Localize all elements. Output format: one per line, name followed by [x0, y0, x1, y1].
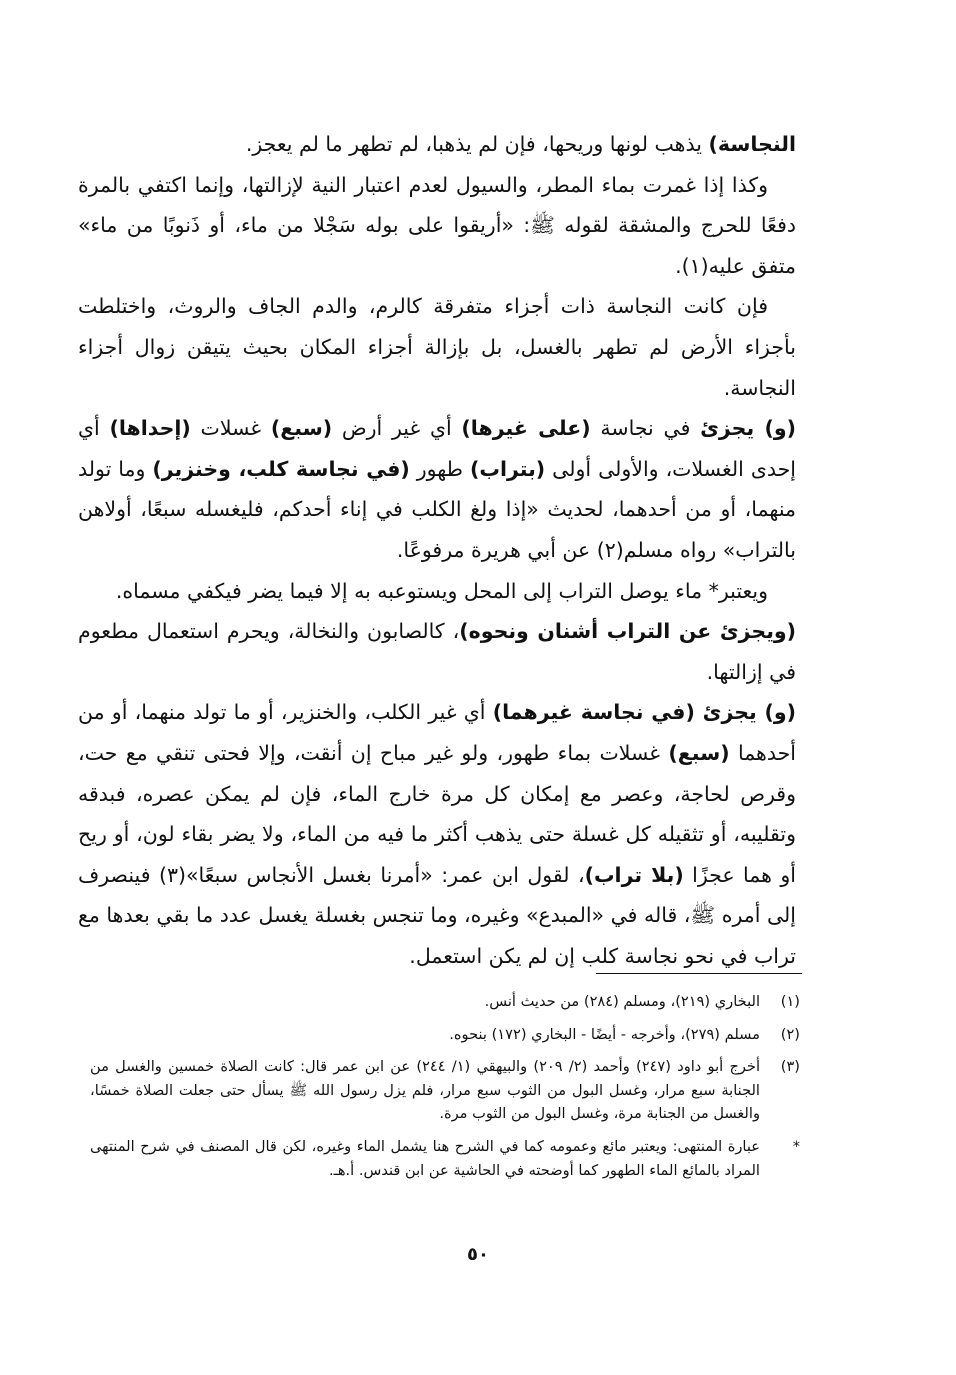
- bold-term: (سبع): [270, 416, 333, 441]
- footnote-text: أخرج أبو داود (٢٤٧) وأحمد (٢/ ٢٠٩) والبيهقي (١/ ٢٤٤) عن ابن عمر قال: كانت الصلاة خمسين والغسل من الجنابة سبع مرار، وغسل البول من الثوب سبع مرار، فلم يزل رسول الله ﷺ يسأل حتى جعلت الصلاة خمسًا، والغسل من الجنابة مرة، وغسل البول من الثوب مرة.: [90, 1058, 761, 1123]
- text-run: أي إحدى الغسلات، والأولى أولى: [78, 416, 796, 481]
- bold-term: (بتراب): [469, 456, 546, 481]
- main-text: [78, 124, 796, 976]
- footnote: [90, 1135, 800, 1182]
- footnote: [90, 1023, 800, 1047]
- text-run: غسلات: [190, 416, 271, 441]
- text-run: وكذا إذا غمرت بماء المطر، والسيول لعدم اعتبار النية لإزالتها، وإنما اكتفي بالمرة دفعًا للحرج والمشقة لقوله ﷺ: «أريقوا على بوله سَجْلا من ماء، أو ذَنوبًا من ماء» متفق عليه(١).: [78, 172, 796, 278]
- footnote-divider: [596, 973, 802, 974]
- text-run: أي غير الكلب، والخنزير، أو ما تولد منهما، أو من أحدهما: [78, 700, 796, 765]
- footnote-text: عبارة المنتهى: ويعتبر مائع وعمومه كما في الشرح هنا يشمل الماء وغيره، لكن قال المصنف في شرح المنتهى المراد بالمائع الماء الطهور كما أوضحته في الحاشية عن ابن قندس. أ.هـ.: [90, 1137, 760, 1179]
- page-number: ٥٠: [467, 1244, 489, 1265]
- paragraph-4: [78, 408, 796, 570]
- bold-term: (إحداها): [109, 416, 191, 441]
- text-run: ، لقول ابن عمر: «أمرنا بغسل الأنجاس سبعًا»(٣) فينصرف إلى أمره ﷺ، قاله في «المبدع» وغيره، وما تنجس بغسلة يغسل عدد ما بقي بعدها مع تراب في نحو نجاسة كلب إن لم يكن استعمل.: [78, 862, 796, 968]
- paragraph-6: [78, 611, 796, 692]
- paragraph-1: [78, 124, 796, 165]
- bold-term: النجاسة): [708, 132, 796, 156]
- bold-term: (و) يجزئ: [700, 416, 796, 441]
- bold-term: (في نجاسة كلب، وخنزير): [152, 456, 410, 481]
- text-run: يذهب لونها وريحها، فإن لم يذهبا، لم تطهر ما لم يعجز.: [245, 132, 709, 156]
- paragraph-5: [78, 571, 796, 612]
- footnote-number: (٢): [780, 1025, 800, 1043]
- text-run: وما تولد منهما، أو من أحدهما، لحديث «إذا ولغ الكلب في إناء أحدكم، فليغسله سبعًا، أولاهن بالتراب» رواه مسلم(٢) عن أبي هريرة مرفوعًا.: [78, 456, 796, 562]
- footnote-marker: *: [792, 1137, 800, 1155]
- bold-term: (و) يجزئ: [694, 700, 796, 725]
- bold-term: (بلا تراب): [584, 862, 684, 887]
- paragraph-2: [78, 165, 796, 287]
- bold-term: (على غيرها): [461, 416, 591, 441]
- text-run: طهور: [409, 456, 470, 481]
- text-run: ، كالصابون والنخالة، ويحرم استعمال مطعوم في إزالتها.: [78, 619, 796, 684]
- text-run: غسلات بماء طهور، ولو غير مباح إن أنقت، وإلا فحتى تنقي مع حت، وقرص لحاجة، وعصر مع إمكان كل مرة خارج الماء، فإن لم يمكن عصره، فبدقه وتقليبه، أو تثقيله كل غسلة حتى يذهب أكثر ما فيه من الماء، ولا يضر بقاء لون، أو ريح أو هما عجزًا: [78, 740, 797, 887]
- bold-term: (سبع): [668, 740, 730, 765]
- text-run: ويعتبر* ماء يوصل التراب إلى المحل ويستوعبه به إلا فيما يضر فيكفي مسماه.: [115, 578, 768, 603]
- text-run: فإن كانت النجاسة ذات أجزاء متفرقة كالرم، والدم الجاف والروث، واختلطت بأجزاء الأرض لم تطهر بالغسل، بل بإزالة أجزاء المكان بحيث يتيقن زوال أجزاء النجاسة.: [78, 294, 796, 400]
- footnote-text: مسلم (٢٧٩)، وأخرجه - أيضًا - البخاري (١٧٢) بنحوه.: [449, 1025, 760, 1043]
- paragraph-7: [78, 692, 796, 976]
- footnote: [90, 990, 800, 1014]
- footnotes: [90, 990, 800, 1191]
- bold-term: (ويجزئ عن التراب أشنان ونحوه): [459, 619, 797, 644]
- text-run: أي غير أرض: [332, 416, 462, 441]
- text-run: في نجاسة: [590, 416, 701, 441]
- footnote-number: (١): [780, 993, 800, 1010]
- footnote-text: البخاري (٢١٩)، ومسلم (٢٨٤) من حديث أنس.: [484, 993, 760, 1010]
- bold-term: (في نجاسة غيرهما): [492, 700, 695, 725]
- footnote: [90, 1055, 800, 1126]
- footnote-number: (٣): [780, 1058, 800, 1076]
- paragraph-3: [78, 286, 796, 408]
